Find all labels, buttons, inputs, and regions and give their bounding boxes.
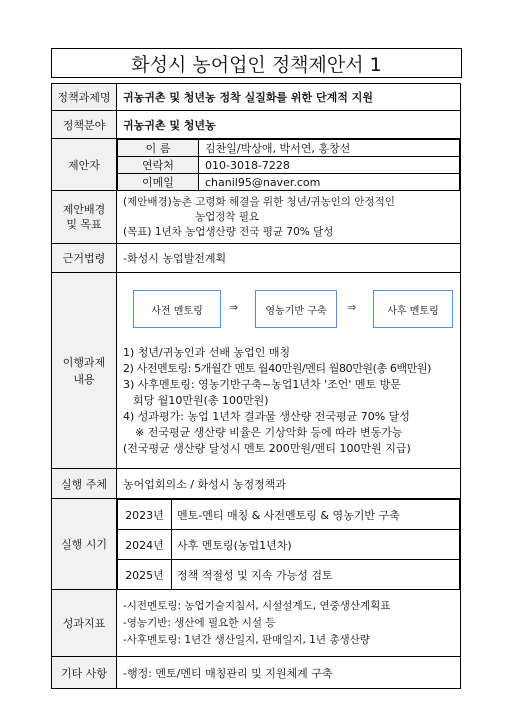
timeline-year: 2023년 <box>118 500 172 530</box>
phone-value: 010-3018-7228 <box>199 157 460 174</box>
indicators-label: 성과지표 <box>52 590 117 657</box>
background-line3: (목표) 1년차 농업생산량 전국 평균 70% 달성 <box>123 225 334 238</box>
flow-step-post-mentoring: 사후 멘토링 <box>373 290 453 328</box>
phone-key: 연락처 <box>118 157 199 174</box>
flow-step-farm-base: 영농기반 구축 <box>255 290 337 328</box>
content-label-line1: 이행과제 <box>62 355 106 369</box>
row-policy-name <box>52 84 461 111</box>
indicator-line-3: -사후멘토링: 1년간 생산일지, 판매일지, 1년 총생산량 <box>123 633 370 646</box>
contact-table <box>117 139 460 190</box>
email-value: chanil95@naver.com <box>199 174 460 191</box>
flow-arrow-2: ⇒ <box>347 301 357 314</box>
timeline-row <box>118 500 460 530</box>
indicator-line-2: -영농기반: 생산에 필요한 시설 등 <box>123 616 276 629</box>
content-item-4: 4) 성과평가: 농업 1년차 결과물 생산량 전국평균 70% 달성 <box>123 410 410 423</box>
timeline-row <box>118 530 460 560</box>
timeline-desc: 정책 적절성 및 지속 가능성 검토 <box>172 560 460 590</box>
content-item-3-cont: 회당 월10만원(총 100만원) <box>133 394 269 407</box>
row-other <box>52 657 461 689</box>
content-item-2: 2) 사전멘토링: 5개월간 멘토 월40만원/멘티 월80만원(총 6백만원) <box>123 362 432 375</box>
policy-area-label: 정책분야 <box>52 111 117 139</box>
indicator-line-1: -시전멘토링: 농업기술지침서, 시설설계도, 연중생산계획표 <box>123 599 391 612</box>
proposer-label: 제안자 <box>52 139 117 191</box>
background-label <box>52 191 117 244</box>
background-line2: 농업정착 필요 <box>195 210 260 223</box>
executor-value: 농어업회의소 / 화성시 농정정책과 <box>117 469 461 499</box>
page-title: 화성시 농어업인 정책제안서 1 <box>51 48 462 78</box>
proposal-table <box>51 83 461 689</box>
email-key: 이메일 <box>118 174 199 191</box>
content-item-note: ※ 전국평균 생산량 비율은 기상악화 등에 따라 변동가능 <box>135 426 403 439</box>
row-content <box>52 273 461 469</box>
indicators-value <box>117 590 461 657</box>
other-value: -행정: 멘토/멘티 매칭관리 및 지원체계 구축 <box>117 657 461 689</box>
timeline-desc: 사후 멘토링(농업1년차) <box>172 530 460 560</box>
row-background <box>52 191 461 244</box>
content-cell <box>117 273 461 469</box>
row-policy-area <box>52 111 461 139</box>
row-timeline <box>52 499 461 590</box>
content-items <box>117 341 460 463</box>
flow-arrow-1: ⇒ <box>229 301 239 314</box>
name-value: 김찬일/박상애, 박서연, 홍창선 <box>199 140 460 157</box>
content-item-1: 1) 청년/귀농인과 선배 농업인 매칭 <box>123 346 291 359</box>
timeline-desc: 멘토-멘티 매칭 & 사전멘토링 & 영농기반 구축 <box>172 500 460 530</box>
timeline-label: 실행 시기 <box>52 499 117 590</box>
policy-name-label: 정책과제명 <box>52 84 117 111</box>
background-label-line2: 및 목표 <box>66 218 102 231</box>
timeline-cell <box>117 499 461 590</box>
content-label <box>52 273 117 469</box>
proposer-cell <box>117 139 461 191</box>
timeline-row <box>118 560 460 590</box>
content-item-note-cont: (전국평균 생산량 달성시 멘토 200만원/멘티 100만원 지급) <box>123 442 411 455</box>
law-value: -화성시 농업발전계획 <box>117 244 461 273</box>
content-label-line2: 내용 <box>73 372 95 386</box>
row-executor <box>52 469 461 499</box>
other-label: 기타 사항 <box>52 657 117 689</box>
flow-step-pre-mentoring: 사전 멘토링 <box>133 290 221 328</box>
row-law <box>52 244 461 273</box>
content-item-3: 3) 사후멘토링: 영농기반구축~농업1년차 '조언' 멘토 방문 <box>123 378 401 391</box>
background-value <box>117 191 461 244</box>
row-proposer <box>52 139 461 191</box>
flow-diagram <box>125 277 452 341</box>
timeline-year: 2024년 <box>118 530 172 560</box>
background-label-line1: 제안배경 <box>62 203 106 216</box>
timeline-table <box>117 499 460 589</box>
executor-label: 실행 주체 <box>52 469 117 499</box>
name-key: 이 름 <box>118 140 199 157</box>
background-line1: (제안배경)농촌 고령화 해결을 위한 청년/귀농인의 안정적인 <box>123 195 395 208</box>
row-indicators <box>52 590 461 657</box>
timeline-year: 2025년 <box>118 560 172 590</box>
policy-name-value: 귀농귀촌 및 청년농 정착 실질화를 위한 단계적 지원 <box>117 84 461 111</box>
law-label: 근거법령 <box>52 244 117 273</box>
policy-area-value: 귀농귀촌 및 청년농 <box>117 111 461 139</box>
